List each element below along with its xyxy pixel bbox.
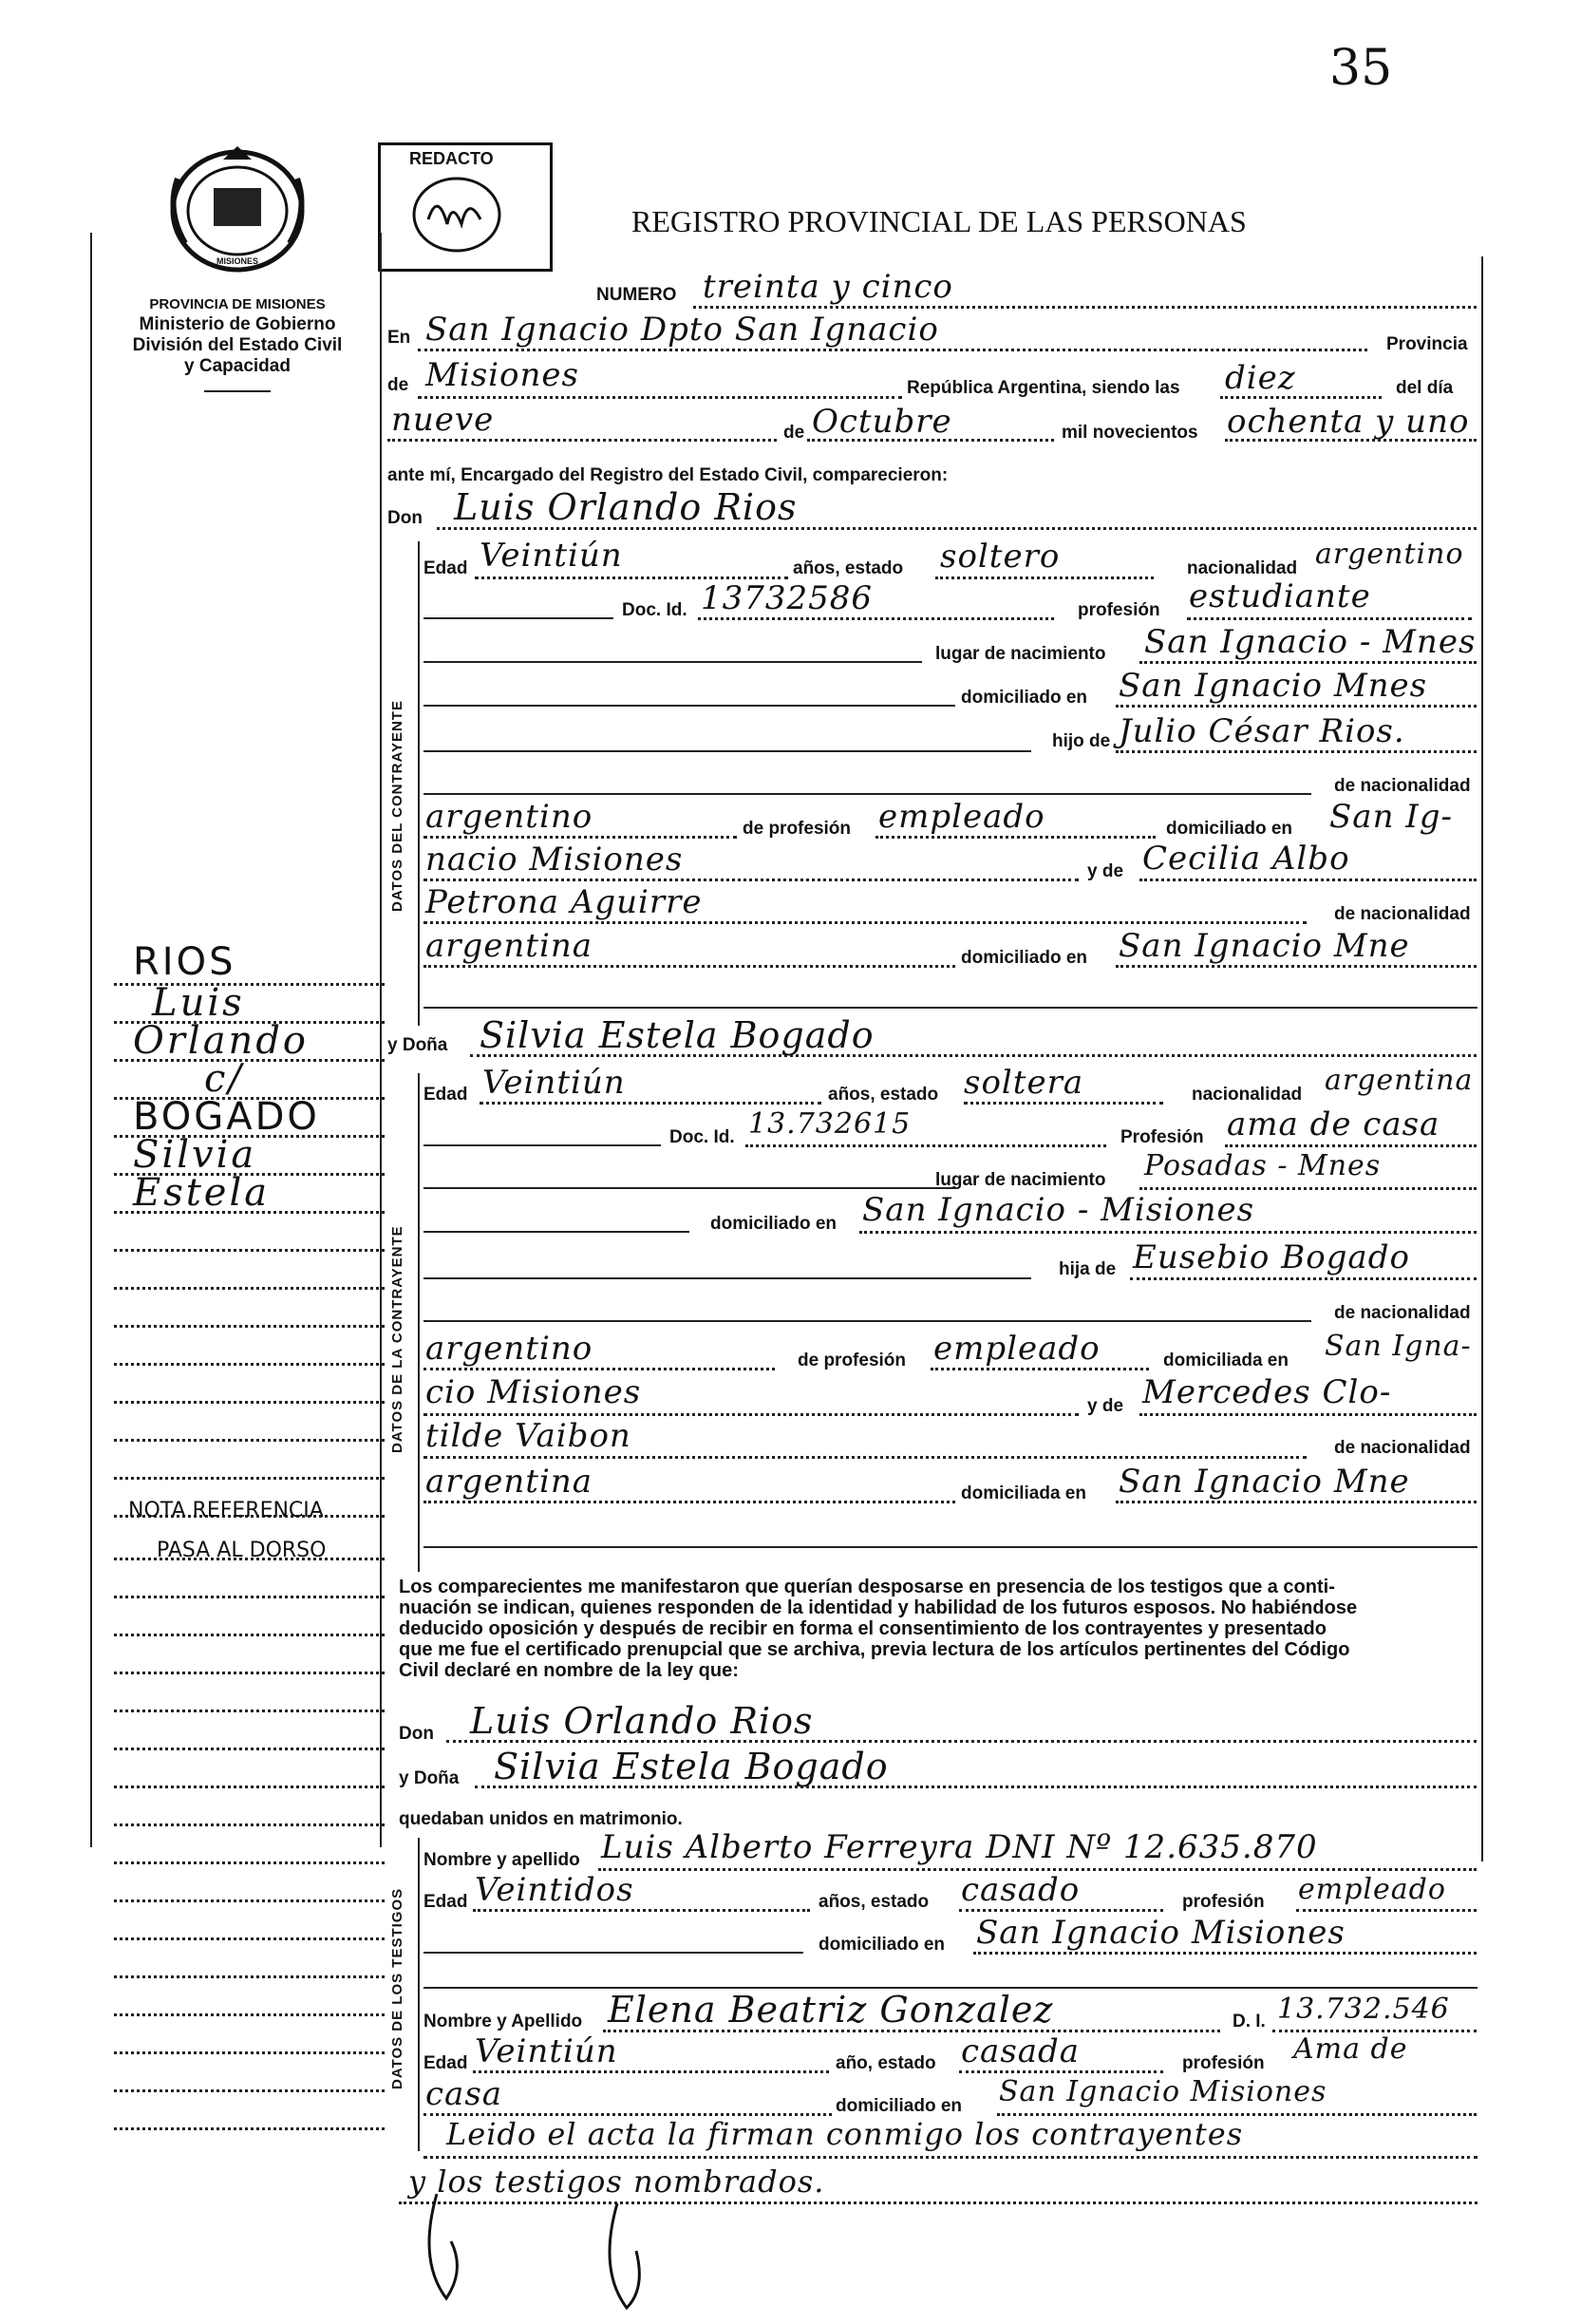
- witness2-status: casada: [961, 2032, 1081, 2070]
- domicilio-label: domiciliado en: [961, 688, 1088, 708]
- witness1-profession: empleado: [1298, 1873, 1446, 1906]
- nacionalidad-label-2: nacionalidad: [1192, 1085, 1303, 1105]
- groom-profession: estudiante: [1189, 577, 1371, 615]
- bride-address: San Ignacio - Misiones: [862, 1191, 1255, 1229]
- seal-emblem-icon: [157, 141, 318, 275]
- declaration-line-5: Civil declaré en nombre de la ley que:: [399, 1660, 739, 1681]
- groom-father: Julio César Rios.: [1119, 712, 1405, 750]
- ministry-name: Ministerio de Gobierno: [139, 314, 336, 334]
- groom-father-address-2: nacio Misiones: [425, 841, 684, 879]
- page-number: 35: [1329, 40, 1393, 97]
- t1-nombre-label: Nombre y apellido: [423, 1850, 580, 1870]
- margin-name-groom-2: Orlando: [133, 1019, 310, 1063]
- bride-father-nationality: argentino: [425, 1330, 593, 1368]
- de-nac-label: de nacionalidad: [1334, 776, 1471, 796]
- declaration-line-3: deducido oposición y después de recibir en forma el consentimiento de los contrayentes y presentado: [399, 1618, 1327, 1639]
- t2-edad-label: Edad: [423, 2053, 468, 2073]
- lugar-nac-label: lugar de nacimiento: [935, 644, 1106, 664]
- groom-birthplace: San Ignacio - Mnes: [1144, 623, 1477, 661]
- act-hour: diez: [1225, 359, 1296, 397]
- province-name: PROVINCIA DE MISIONES: [149, 296, 326, 312]
- margin-name-bride-2: Estela: [133, 1171, 271, 1215]
- signature-icon: [400, 172, 514, 257]
- signature-strokes-icon: [408, 2184, 693, 2317]
- bride-nationality: argentina: [1325, 1064, 1474, 1097]
- madre-dom-label-2: domiciliada en: [961, 1483, 1086, 1503]
- groom-mother-nationality: argentina: [425, 927, 593, 965]
- provincia-label: Provincia: [1386, 334, 1468, 354]
- t1-anos-label: años, estado: [819, 1892, 930, 1912]
- margin-name-bride-1: Silvia: [133, 1133, 257, 1177]
- numero-label: NUMERO: [596, 285, 677, 305]
- bride-age: Veintiún: [482, 1064, 626, 1102]
- witness-section-label: DATOS DE LOS TESTIGOS: [389, 1887, 405, 2089]
- unidos-text: quedaban unidos en matrimonio.: [399, 1809, 683, 1829]
- closing-line-1: Leido el acta la firman conmigo los contrayentes: [446, 2116, 1244, 2152]
- t2-prof-label: profesión: [1182, 2053, 1265, 2073]
- de-prof-label: de profesión: [743, 819, 852, 839]
- declaration-line-2: nuación se indican, quienes responden de la identidad y habilidad de los futuros esposos. No habiéndose: [399, 1597, 1358, 1618]
- bride-father-address-2: cio Misiones: [425, 1373, 642, 1411]
- de-label: de: [387, 375, 409, 395]
- hijo-label: hijo de: [1052, 731, 1111, 751]
- closing-line-2: y los testigos nombrados.: [408, 2163, 825, 2200]
- declaration-paragraph: [399, 1577, 1500, 1681]
- y-de-label: y de: [1087, 861, 1124, 881]
- margin-note-reference: NOTA REFERENCIA: [128, 1499, 324, 1522]
- bride-status: soltera: [964, 1064, 1084, 1102]
- bride-birthplace: Posadas - Mnes: [1144, 1149, 1382, 1182]
- t2-anos-label: año, estado: [836, 2053, 936, 2073]
- lugar-nac-label-2: lugar de nacimiento: [935, 1170, 1106, 1190]
- act-number: treinta y cinco: [703, 268, 953, 306]
- edad-label-2: Edad: [423, 1085, 468, 1105]
- nacionalidad-label: nacionalidad: [1187, 558, 1298, 578]
- groom-age: Veintiún: [480, 537, 623, 575]
- ante-mi-text: ante mí, Encargado del Registro del Estado Civil, comparecieron:: [387, 465, 949, 485]
- domicilio-label-2: domiciliado en: [710, 1214, 838, 1234]
- division-name: División del Estado Civil: [132, 335, 343, 355]
- t2-dom-label: domiciliado en: [836, 2096, 963, 2116]
- republica-label: República Argentina, siendo las: [907, 378, 1180, 398]
- profesion-label-2: Profesión: [1120, 1127, 1204, 1147]
- svg-text:MISIONES: MISIONES: [216, 256, 259, 266]
- groom-section-label: DATOS DEL CONTRAYENTE: [389, 700, 405, 912]
- declaration-line-1: Los comparecientes me manifestaron que querían desposarse en presencia de los testigos que a conti-: [399, 1577, 1335, 1597]
- anos-estado-label-2: años, estado: [828, 1085, 939, 1105]
- groom-status: soltero: [940, 538, 1061, 576]
- t1-dom-label: domiciliado en: [819, 1935, 946, 1955]
- bride-father-profession: empleado: [933, 1330, 1101, 1368]
- bride-mother-2: tilde Vaibon: [425, 1417, 631, 1455]
- witness1-address: San Ignacio Misiones: [976, 1914, 1346, 1952]
- groom-address: San Ignacio Mnes: [1119, 667, 1428, 705]
- decl-don-label: Don: [399, 1724, 434, 1744]
- margin-connector: c/: [204, 1057, 244, 1101]
- witness2-age: Veintiún: [475, 2032, 618, 2070]
- profesion-label: profesión: [1078, 600, 1160, 620]
- t2-doc-label: D. I.: [1233, 2012, 1266, 2031]
- capacity-name: y Capacidad: [184, 356, 291, 376]
- anos-estado-label: años, estado: [793, 558, 904, 578]
- doc-label: Doc. Id.: [622, 600, 687, 620]
- y-de-label-2: y de: [1087, 1396, 1124, 1416]
- de-prof-label-2: de profesión: [798, 1351, 907, 1370]
- province-header: [90, 296, 385, 392]
- del-dia-label: del día: [1396, 378, 1454, 398]
- witness2-doc: 13.732.546: [1277, 1993, 1450, 2026]
- groom-mother-1: Cecilia Albo: [1142, 840, 1350, 878]
- mil-label: mil novecientos: [1062, 423, 1198, 443]
- bride-name: Silvia Estela Bogado: [480, 1014, 875, 1056]
- bride-father-address-1: San Igna-: [1325, 1330, 1472, 1363]
- groom-father-nationality: argentino: [425, 798, 593, 836]
- margin-surname-bride: BOGADO: [133, 1095, 320, 1139]
- margin-surname-groom: RIOS: [133, 940, 236, 984]
- groom-mother-2: Petrona Aguirre: [425, 883, 703, 921]
- redacto-stamp: [378, 142, 553, 272]
- domiciliado-en-label: domiciliado en: [1166, 819, 1293, 839]
- dona-label: y Doña: [387, 1035, 448, 1055]
- witness1-age: Veintidos: [475, 1871, 634, 1909]
- madre-dom-label: domiciliado en: [961, 948, 1088, 968]
- witness1-name: Luis Alberto Ferreyra DNI Nº 12.635.870: [601, 1828, 1318, 1866]
- witness2-profession-2: casa: [425, 2075, 503, 2113]
- groom-name: Luis Orlando Rios: [454, 486, 798, 528]
- bride-father: Eusebio Bogado: [1133, 1238, 1410, 1276]
- provincial-seal: [157, 141, 318, 275]
- act-place: San Ignacio Dpto San Ignacio: [425, 311, 939, 349]
- doc-label-2: Doc. Id.: [669, 1127, 735, 1147]
- edad-label: Edad: [423, 558, 468, 578]
- groom-doc: 13732586: [701, 579, 874, 617]
- groom-father-profession: empleado: [878, 798, 1045, 836]
- witness2-address: San Ignacio Misiones: [999, 2075, 1327, 2108]
- margin-name-groom-1: Luis: [152, 981, 245, 1025]
- hija-label: hija de: [1059, 1259, 1117, 1279]
- act-year: ochenta y uno: [1227, 403, 1470, 441]
- bride-section-label: DATOS DE LA CONTRAYENTE: [389, 1225, 405, 1453]
- witness2-profession-1: Ama de: [1293, 2032, 1408, 2066]
- groom-nationality: argentino: [1315, 538, 1464, 571]
- act-day: nueve: [391, 401, 495, 439]
- t2-nombre-label: Nombre y Apellido: [423, 2012, 583, 2031]
- decl-bride: Silvia Estela Bogado: [494, 1746, 889, 1787]
- decl-groom: Luis Orlando Rios: [470, 1700, 814, 1742]
- de-mes-label: de: [783, 423, 805, 443]
- witness1-status: casado: [961, 1871, 1081, 1909]
- bride-doc: 13.732615: [748, 1107, 912, 1141]
- act-province: Misiones: [425, 356, 579, 394]
- bride-mother-1: Mercedes Clo-: [1142, 1373, 1392, 1411]
- bride-profession: ama de casa: [1227, 1105, 1440, 1143]
- domiciliada-en-label: domiciliada en: [1163, 1351, 1289, 1370]
- de-nac-label-2: de nacionalidad: [1334, 904, 1471, 924]
- witness2-name: Elena Beatriz Gonzalez: [608, 1989, 1054, 2031]
- bride-mother-address: San Ignacio Mne: [1119, 1463, 1410, 1501]
- t1-edad-label: Edad: [423, 1892, 468, 1912]
- t1-prof-label: profesión: [1182, 1892, 1265, 1912]
- don-label: Don: [387, 508, 423, 528]
- groom-father-address-1: San Ig-: [1329, 798, 1453, 836]
- bride-mother-nationality: argentina: [425, 1463, 593, 1501]
- de-nac-label-3: de nacionalidad: [1334, 1303, 1471, 1323]
- en-label: En: [387, 328, 411, 348]
- de-nac-label-4: de nacionalidad: [1334, 1438, 1471, 1458]
- redacto-label: REDACTO: [409, 149, 494, 168]
- act-month: Octubre: [812, 403, 952, 441]
- groom-mother-address: San Ignacio Mne: [1119, 927, 1410, 965]
- decl-dona-label: y Doña: [399, 1768, 460, 1788]
- declaration-line-4: que me fue el certificado prenupcial que se archiva, previa lectura de los artículos pertinentes del Código: [399, 1639, 1350, 1660]
- margin-note-dorso: PASA AL DORSO: [157, 1539, 327, 1562]
- page-title: REGISTRO PROVINCIAL DE LAS PERSONAS: [631, 204, 1247, 238]
